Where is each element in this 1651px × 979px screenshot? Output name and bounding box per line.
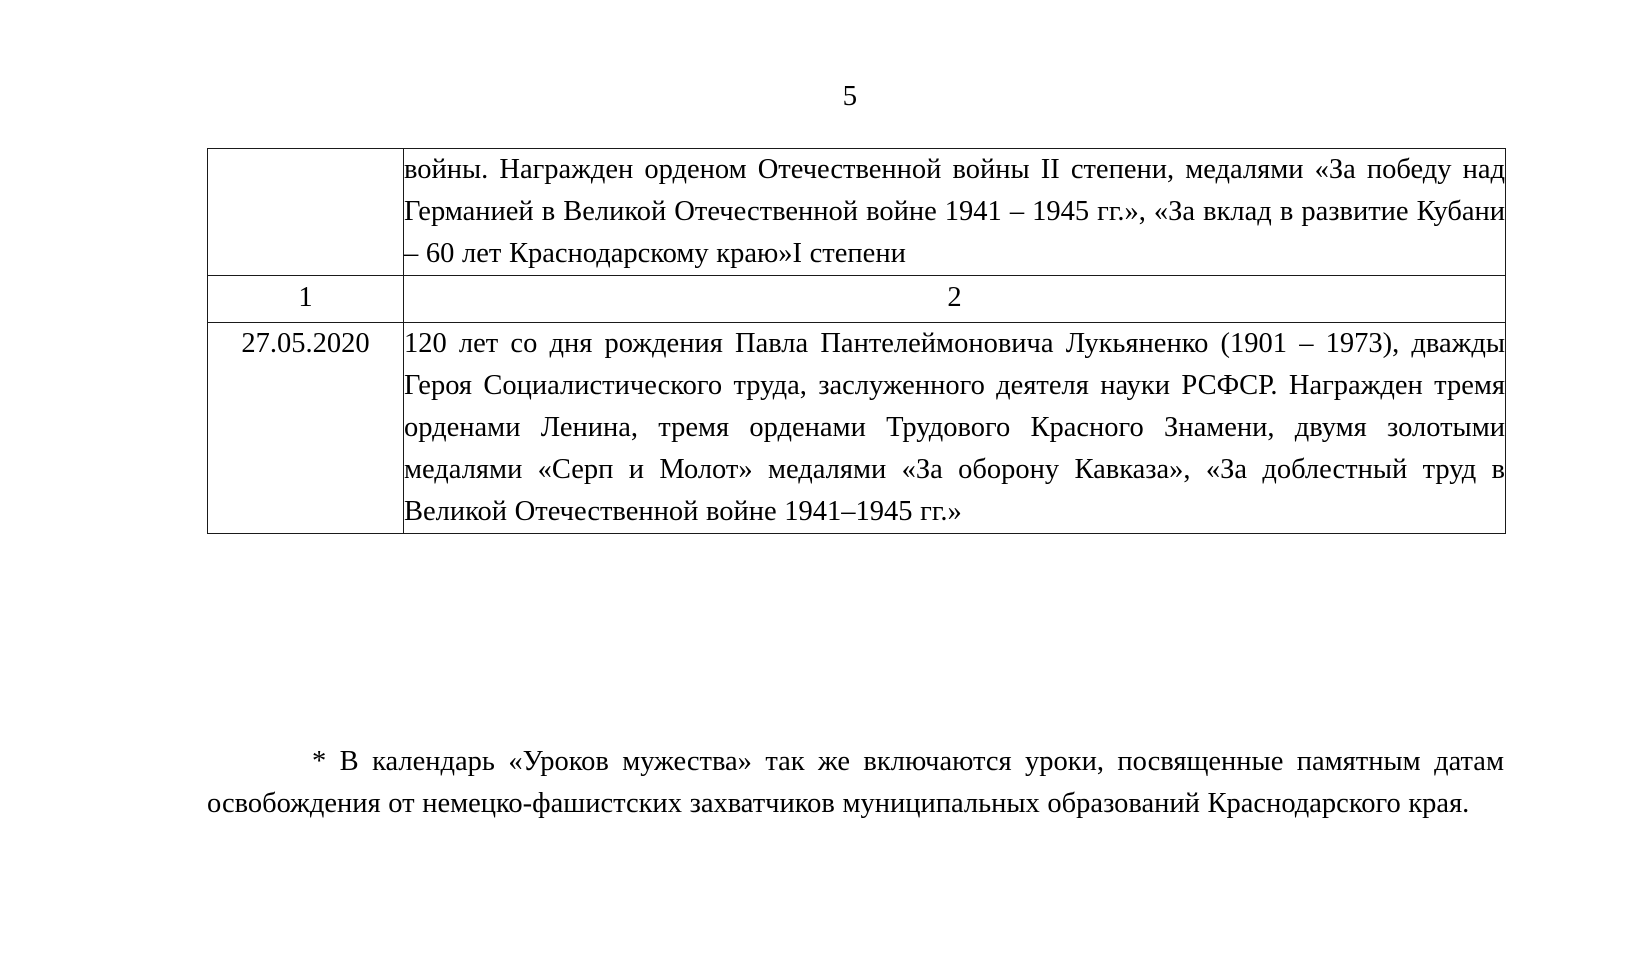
table-cell-description: войны. Награжден орденом Отечественной войны II степени, медалями «За победу над Германией в Великой Отечественной войне 1941 – 1945 гг.», «За вклад в развитие Кубани – 60 лет Краснодарскому краю»I степени xyxy=(404,149,1506,276)
page-number: 5 xyxy=(842,80,858,112)
table-row xyxy=(208,149,1506,276)
column-number-1: 1 xyxy=(208,276,404,323)
footnote-paragraph: * В календарь «Уроков мужества» так же включаются уроки, посвященные памятным датам освобождения от немецко-фашистских захватчиков муниципальных образований Краснодарского края. xyxy=(207,745,1504,819)
column-number-2: 2 xyxy=(404,276,1506,323)
table-row xyxy=(208,323,1506,534)
table-cell-description: 120 лет со дня рождения Павла Пантелеймоновича Лукьяненко (1901 – 1973), дважды Героя Социалистического труда, заслуженного деятеля науки РСФСР. Награжден тремя орденами Ленина, тремя орденами Трудового Красного Знамени, двумя золотыми медалями «Серп и Молот» медалями «За оборону Кавказа», «За доблестный труд в Великой Отечественной войне 1941–1945 гг.» xyxy=(404,323,1506,534)
table-cell-date: 27.05.2020 xyxy=(208,323,404,534)
calendar-table xyxy=(207,148,1506,534)
table-column-number-row xyxy=(208,276,1506,323)
table-cell-date xyxy=(208,149,404,276)
